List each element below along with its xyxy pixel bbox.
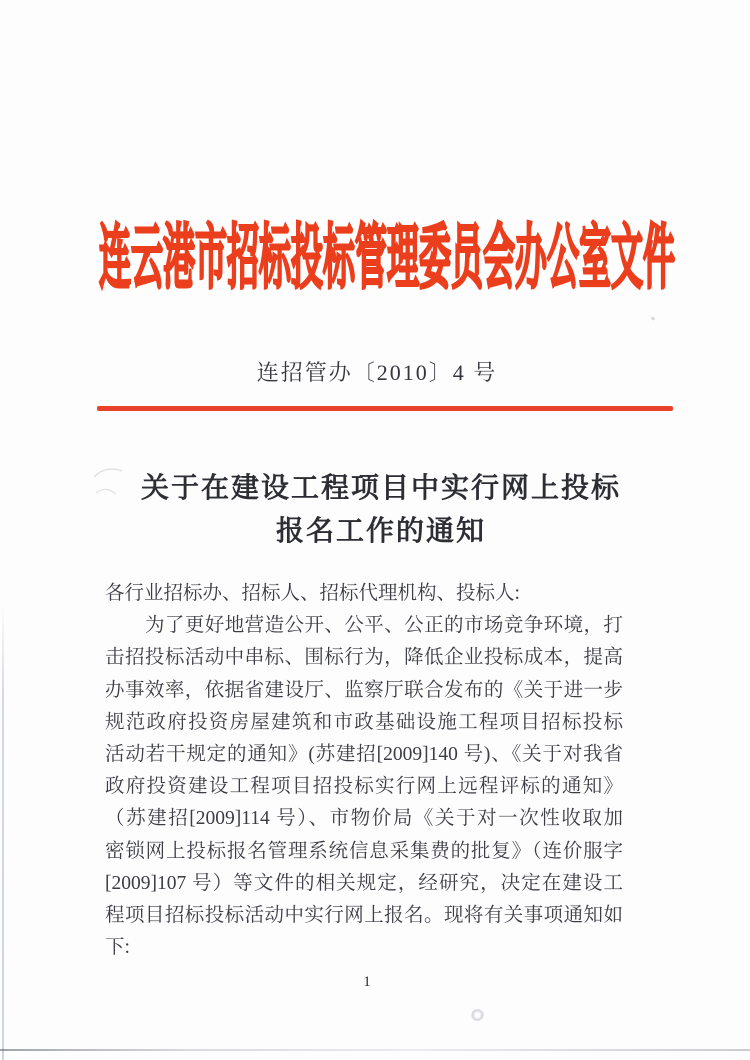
smudge-artifact <box>471 1009 484 1021</box>
document-title-line1: 关于在建设工程项目中实行网上投标 <box>140 473 621 504</box>
body-text-line: [2009]107 号）等文件的相关规定，经研究，决定在建设工 <box>105 872 623 894</box>
page-number: 1 <box>363 974 371 990</box>
body-text-line: 政府投资建设工程项目招投标实行网上远程评标的通知》 <box>105 776 623 798</box>
speck-artifact <box>651 316 656 321</box>
body-text-line: 程项目招标投标活动中实行网上报名。现将有关事项通知如 <box>105 905 623 927</box>
body-text-line: 办事效率，依据省建设厅、监察厅联合发布的《关于进一步 <box>105 679 623 701</box>
body-text-line: 活动若干规定的通知》(苏建招[2009]140 号)、《关于对我省 <box>105 744 623 766</box>
scan-edge-left-artifact <box>2 605 4 1060</box>
salutation-line: 各行业招标办、招标人、招标代理机构、投标人: <box>105 583 520 604</box>
document-masthead <box>98 212 676 297</box>
red-separator-rule <box>97 406 673 411</box>
scan-edge-bottom-artifact <box>0 1049 750 1051</box>
pencil-mark-artifact <box>92 463 136 503</box>
document-title-line2: 报名工作的通知 <box>275 516 486 547</box>
body-text-line: 密锁网上投标报名管理系统信息采集费的批复》（连价服字 <box>105 840 623 862</box>
body-text-line: 击招投标活动中串标、围标行为，降低企业投标成本，提高 <box>105 647 623 669</box>
masthead-red-title: 连云港市招标投标管理委员会办公室文件 <box>98 217 675 297</box>
document-body <box>105 578 623 964</box>
body-text-line: 为了更好地营造公开、公平、公正的市场竞争环境，打 <box>145 615 623 637</box>
body-text-line: 规范政府投资房屋建筑和市政基础设施工程项目招标投标 <box>105 711 623 733</box>
body-text-line: （苏建招[2009]114 号）、市物价局《关于对一次性收取加 <box>105 808 623 830</box>
body-text-line: 下: <box>105 937 130 959</box>
body-paragraph <box>105 610 623 964</box>
document-number: 连招管办〔2010〕4 号 <box>256 360 498 385</box>
